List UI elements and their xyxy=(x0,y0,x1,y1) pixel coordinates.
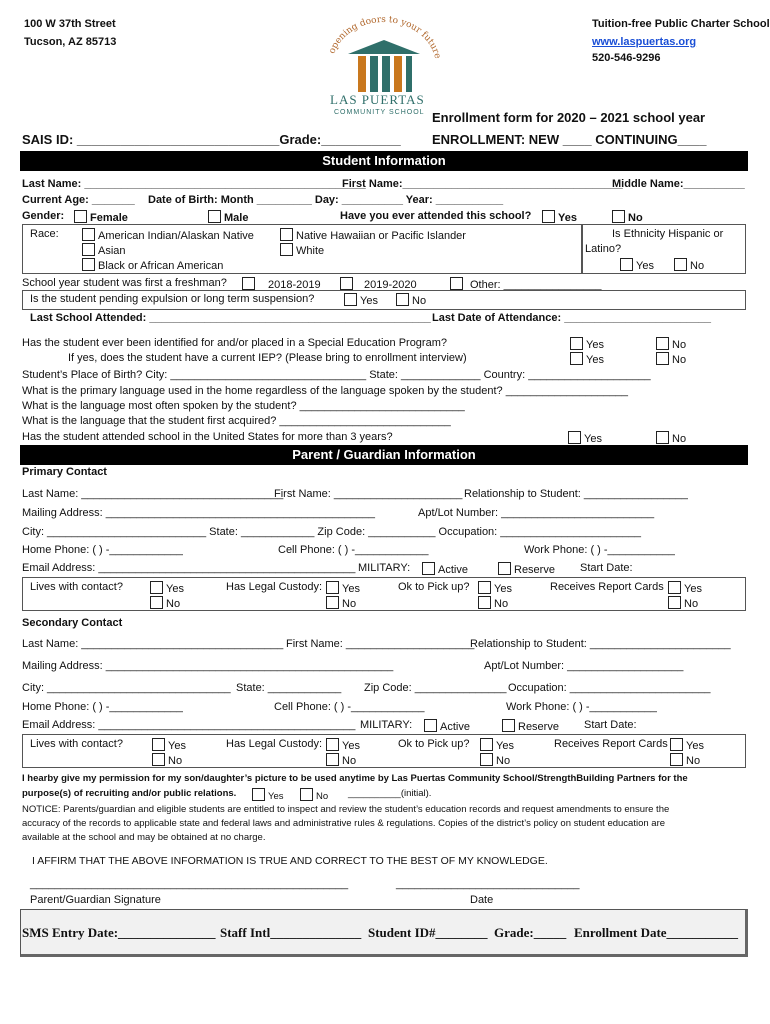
primary-reports-no-option[interactable]: No xyxy=(668,596,698,610)
primary-cell-phone-field[interactable]: Cell Phone: ( ) -____________ xyxy=(278,544,429,556)
primary-lives-yes-checkbox[interactable] xyxy=(150,581,163,594)
race-white-option[interactable]: White xyxy=(280,243,324,257)
sped-yes-option[interactable]: Yes xyxy=(570,337,604,351)
date-field[interactable]: ______________________________ xyxy=(396,878,580,890)
primary-lives-no-checkbox[interactable] xyxy=(150,596,163,609)
office-grade-field[interactable]: Grade:_____ xyxy=(494,925,567,940)
attended-yes-checkbox[interactable] xyxy=(542,210,555,223)
sais-grade-field[interactable]: SAIS ID: ____________________________Grade:___________ xyxy=(22,132,401,147)
signature-label: Parent/Guardian Signature xyxy=(30,894,161,906)
secondary-pickup-label: Ok to Pick up? xyxy=(398,738,470,750)
attended-no-option[interactable]: No xyxy=(612,210,643,224)
secondary-lives-yes-option[interactable]: Yes xyxy=(152,738,186,752)
secondary-lives-no-checkbox[interactable] xyxy=(152,753,165,766)
primary-reserve-option[interactable]: Reserve xyxy=(498,562,555,576)
freshman-2018-option[interactable]: 2018-2019 xyxy=(242,277,321,291)
primary-contact-heading: Primary Contact xyxy=(22,466,107,478)
secondary-pickup-no-option[interactable]: No xyxy=(480,753,510,767)
attended-question: Have you ever attended this school? xyxy=(340,210,532,222)
primary-lives-label: Lives with contact? xyxy=(30,581,123,593)
primary-relationship-field[interactable]: Relationship to Student: _________________ xyxy=(464,488,688,500)
secondary-custody-no-option[interactable]: No xyxy=(326,753,356,767)
parent-info-header: Parent / Guardian Information xyxy=(20,445,748,465)
iep-yes-option[interactable]: Yes xyxy=(570,352,604,366)
race-asian-option[interactable]: Asian xyxy=(82,243,126,257)
sped-no-checkbox[interactable] xyxy=(656,337,669,350)
primary-custody-yes-option[interactable]: Yes xyxy=(326,581,360,595)
iep-yes-checkbox[interactable] xyxy=(570,352,583,365)
primary-pickup-no-option[interactable]: No xyxy=(478,596,508,610)
student-info-header: Student Information xyxy=(20,151,748,171)
primary-custody-yes-checkbox[interactable] xyxy=(326,581,339,594)
photo-permission-text-cont: purpose(s) of recruiting and/or public relations. xyxy=(22,788,237,799)
date-of-birth-field[interactable]: Date of Birth: Month _________ Day: __________ Year: ___________ xyxy=(148,194,504,206)
secondary-work-phone-field[interactable]: Work Phone: ( ) -___________ xyxy=(506,701,657,713)
race-label: Race: xyxy=(30,228,59,240)
primary-reports-yes-checkbox[interactable] xyxy=(668,581,681,594)
student-last-name-field[interactable]: Last Name: ______________________________________________ xyxy=(22,178,366,190)
photo-no-option[interactable]: No xyxy=(300,788,328,802)
freshman-2019-checkbox[interactable] xyxy=(340,277,353,290)
secondary-state-field[interactable]: State: ____________ xyxy=(236,682,342,694)
secondary-cell-phone-field[interactable]: Cell Phone: ( ) -____________ xyxy=(274,701,425,713)
primary-reports-yes-option[interactable]: Yes xyxy=(668,581,702,595)
primary-lives-no-option[interactable]: No xyxy=(150,596,180,610)
secondary-custody-yes-option[interactable]: Yes xyxy=(326,738,360,752)
secondary-pickup-yes-option[interactable]: Yes xyxy=(480,738,514,752)
enrollment-type[interactable]: ENROLLMENT: NEW ____ CONTINUING____ xyxy=(432,132,707,147)
gender-male-option[interactable]: Male xyxy=(208,210,248,224)
primary-first-name-field[interactable]: First Name: _____________________ xyxy=(274,488,463,500)
staff-initials-field[interactable]: Staff Intl______________ xyxy=(220,925,362,940)
secondary-reserve-option[interactable]: Reserve xyxy=(502,719,559,733)
primary-active-option[interactable]: Active xyxy=(422,562,468,576)
secondary-custody-no-checkbox[interactable] xyxy=(326,753,339,766)
primary-city-state-zip-field[interactable]: City: __________________________ State: ____________ Zip Code: ___________ Occupation: _______________________ xyxy=(22,526,641,538)
ethnicity-yes-checkbox[interactable] xyxy=(620,258,633,271)
secondary-city-field[interactable]: City: ______________________________ xyxy=(22,682,231,694)
iep-no-checkbox[interactable] xyxy=(656,352,669,365)
student-id-field[interactable]: Student ID#________ xyxy=(368,925,488,940)
primary-lives-yes-option[interactable]: Yes xyxy=(150,581,184,595)
secondary-active-checkbox[interactable] xyxy=(424,719,437,732)
us-school-yes-checkbox[interactable] xyxy=(568,431,581,444)
primary-work-phone-field[interactable]: Work Phone: ( ) -___________ xyxy=(524,544,675,556)
primary-reports-label: Receives Report Cards xyxy=(550,581,664,593)
most-spoken-language-field[interactable]: What is the language most often spoken by the student? ___________________________ xyxy=(22,400,465,412)
iep-question: If yes, does the student have a current IEP? (Please bring to enrollment interview) xyxy=(68,352,467,364)
secondary-first-name-field[interactable]: First Name: _____________________ xyxy=(286,638,475,650)
secondary-lives-yes-checkbox[interactable] xyxy=(152,738,165,751)
secondary-pickup-yes-checkbox[interactable] xyxy=(480,738,493,751)
notice-text-1: NOTICE: Parents/guardian and eligible students are entitled to inspect and review the student’s education records and request amendments to ensure the xyxy=(22,804,670,815)
us-school-yes-option[interactable]: Yes xyxy=(568,431,602,445)
secondary-reports-label: Receives Report Cards xyxy=(554,738,668,750)
secondary-last-name-field[interactable]: Last Name: _________________________________ xyxy=(22,638,284,650)
date-label: Date xyxy=(470,894,494,906)
last-attendance-date-field[interactable]: Last Date of Attendance: ________________________ xyxy=(432,312,712,324)
primary-custody-no-option[interactable]: No xyxy=(326,596,356,610)
freshman-2018-checkbox[interactable] xyxy=(242,277,255,290)
form-title: Enrollment form for 2020 – 2021 school year xyxy=(432,110,706,125)
primary-pickup-yes-checkbox[interactable] xyxy=(478,581,491,594)
ethnicity-question-cont: Latino? xyxy=(585,243,622,255)
secondary-lives-label: Lives with contact? xyxy=(30,738,123,750)
us-school-no-checkbox[interactable] xyxy=(656,431,669,444)
primary-active-checkbox[interactable] xyxy=(422,562,435,575)
ethnicity-no-option[interactable]: No xyxy=(674,258,704,272)
sms-entry-date-field[interactable]: SMS Entry Date:_______________ xyxy=(22,925,216,940)
sped-yes-checkbox[interactable] xyxy=(570,337,583,350)
primary-custody-no-checkbox[interactable] xyxy=(326,596,339,609)
race-black-checkbox[interactable] xyxy=(82,258,95,271)
race-black-option[interactable]: Black or African American xyxy=(82,258,223,272)
primary-apt-field[interactable]: Apt/Lot Number: _________________________ xyxy=(418,507,655,519)
signature-field[interactable]: ____________________________________________________ xyxy=(30,878,349,890)
freshman-question: School year student was first a freshman? xyxy=(22,277,227,289)
us-school-question: Has the student attended school in the United States for more than 3 years? xyxy=(22,431,393,443)
secondary-occupation-field[interactable]: Occupation: _______________________ xyxy=(508,682,711,694)
gender-label: Gender: xyxy=(22,210,65,222)
male-checkbox[interactable] xyxy=(208,210,221,223)
primary-mailing-field[interactable]: Mailing Address: ____________________________________________ xyxy=(22,507,375,519)
gender-female-option[interactable]: Female xyxy=(74,210,128,224)
primary-email-field[interactable]: Email Address: __________________________________________ xyxy=(22,562,356,574)
primary-home-phone-field[interactable]: Home Phone: ( ) -____________ xyxy=(22,544,183,556)
school-tagline: Tuition-free Public Charter School xyxy=(592,18,770,30)
ethnicity-yes-option[interactable]: Yes xyxy=(620,258,654,272)
first-language-field[interactable]: What is the language that the student first acquired? ____________________________ xyxy=(22,415,451,427)
school-address-street: 100 W 37th Street xyxy=(24,18,116,30)
last-school-field[interactable]: Last School Attended: ______________________________________________ xyxy=(30,312,431,324)
secondary-reports-no-checkbox[interactable] xyxy=(670,753,683,766)
photo-permission-text: I hearby give my permission for my son/daughter’s picture to be used anytime by Las Puertas Community School/StrengthBuilding Partners for the xyxy=(22,773,688,784)
enrollment-date-field[interactable]: Enrollment Date___________ xyxy=(574,925,739,940)
race-asian-checkbox[interactable] xyxy=(82,243,95,256)
photo-yes-option[interactable]: Yes xyxy=(252,788,284,802)
student-middle-name-field[interactable]: Middle Name:__________ xyxy=(612,178,745,190)
primary-military-label: MILITARY: xyxy=(358,562,411,574)
secondary-reports-no-option[interactable]: No xyxy=(670,753,700,767)
secondary-mailing-field[interactable]: Mailing Address: _______________________________________________ xyxy=(22,660,394,672)
primary-pickup-yes-option[interactable]: Yes xyxy=(478,581,512,595)
primary-reserve-checkbox[interactable] xyxy=(498,562,511,575)
race-native-checkbox[interactable] xyxy=(82,228,95,241)
ethnicity-no-checkbox[interactable] xyxy=(674,258,687,271)
us-school-no-option[interactable]: No xyxy=(656,431,686,445)
secondary-home-phone-field[interactable]: Home Phone: ( ) -____________ xyxy=(22,701,183,713)
secondary-custody-label: Has Legal Custody: xyxy=(226,738,322,750)
primary-last-name-field[interactable]: Last Name: _________________________________ xyxy=(22,488,284,500)
race-pacific-checkbox[interactable] xyxy=(280,228,293,241)
secondary-contact-heading: Secondary Contact xyxy=(22,617,123,629)
secondary-reserve-checkbox[interactable] xyxy=(502,719,515,732)
primary-reports-no-checkbox[interactable] xyxy=(668,596,681,609)
freshman-other-option[interactable]: Other: ________________ xyxy=(450,277,602,291)
logo-subtitle: COMMUNITY SCHOOL xyxy=(334,109,425,116)
primary-custody-label: Has Legal Custody: xyxy=(226,581,322,593)
race-pacific-option[interactable]: Native Hawaiian or Pacific Islander xyxy=(280,228,466,242)
expulsion-no-option[interactable]: No xyxy=(396,293,426,307)
freshman-2019-option[interactable]: 2019-2020 xyxy=(340,277,417,291)
secondary-reports-yes-option[interactable]: Yes xyxy=(670,738,704,752)
secondary-email-field[interactable]: Email Address: __________________________________________ xyxy=(22,719,356,731)
expulsion-yes-checkbox[interactable] xyxy=(344,293,357,306)
place-of-birth-field[interactable]: Student’s Place of Birth? City: ________________________________ State: _____________ Country: ____________________ xyxy=(22,369,651,381)
photo-initial-field[interactable]: __________(initial). xyxy=(348,788,432,799)
ethnicity-question: Is Ethnicity Hispanic or xyxy=(612,228,724,240)
primary-language-field[interactable]: What is the primary language used in the home regardless of the language spoken by the student? ____________________ xyxy=(22,385,629,397)
student-first-name-field[interactable]: First Name:____________________________________ xyxy=(342,178,623,190)
current-age-field[interactable]: Current Age: _______ xyxy=(22,194,135,206)
iep-no-option[interactable]: No xyxy=(656,352,686,366)
photo-yes-checkbox[interactable] xyxy=(252,788,265,801)
secondary-relationship-field[interactable]: Relationship to Student: _______________________ xyxy=(470,638,731,650)
secondary-custody-yes-checkbox[interactable] xyxy=(326,738,339,751)
svg-text:opening doors to your future: opening doors to your future xyxy=(327,14,443,60)
secondary-start-date-field[interactable]: Start Date: xyxy=(584,719,637,731)
secondary-military-label: MILITARY: xyxy=(360,719,413,731)
notice-text-3: available at the school and may be obtained at no charge. xyxy=(22,832,266,843)
attended-yes-option[interactable]: Yes xyxy=(542,210,577,224)
school-website-link[interactable]: www.laspuertas.org xyxy=(592,36,697,48)
attended-no-checkbox[interactable] xyxy=(612,210,625,223)
sped-question: Has the student ever been identified for and/or placed in a Special Education Program? xyxy=(22,337,447,349)
secondary-active-option[interactable]: Active xyxy=(424,719,470,733)
freshman-other-checkbox[interactable] xyxy=(450,277,463,290)
school-phone: 520-546-9296 xyxy=(592,52,661,64)
secondary-lives-no-option[interactable]: No xyxy=(152,753,182,767)
school-address-city: Tucson, AZ 85713 xyxy=(24,36,117,48)
affirmation-statement: I AFFIRM THAT THE ABOVE INFORMATION IS TRUE AND CORRECT TO THE BEST OF MY KNOWLEDGE. xyxy=(32,855,548,867)
secondary-reports-yes-checkbox[interactable] xyxy=(670,738,683,751)
race-native-option[interactable]: American Indian/Alaskan Native xyxy=(82,228,254,242)
primary-pickup-no-checkbox[interactable] xyxy=(478,596,491,609)
primary-start-date-field[interactable]: Start Date: xyxy=(580,562,633,574)
female-checkbox[interactable] xyxy=(74,210,87,223)
secondary-apt-field[interactable]: Apt/Lot Number: ___________________ xyxy=(484,660,684,672)
expulsion-no-checkbox[interactable] xyxy=(396,293,409,306)
secondary-pickup-no-checkbox[interactable] xyxy=(480,753,493,766)
notice-text-2: accuracy of the records to applicable state and federal laws and administrative rules & regulations. Copies of the district’s policy on student education are xyxy=(22,818,666,829)
primary-pickup-label: Ok to Pick up? xyxy=(398,581,470,593)
sped-no-option[interactable]: No xyxy=(656,337,686,351)
race-white-checkbox[interactable] xyxy=(280,243,293,256)
secondary-zip-field[interactable]: Zip Code: _______________ xyxy=(364,682,507,694)
expulsion-yes-option[interactable]: Yes xyxy=(344,293,378,307)
photo-no-checkbox[interactable] xyxy=(300,788,313,801)
expulsion-question: Is the student pending expulsion or long term suspension? xyxy=(30,293,315,305)
logo-name: LAS PUERTAS xyxy=(330,92,425,107)
